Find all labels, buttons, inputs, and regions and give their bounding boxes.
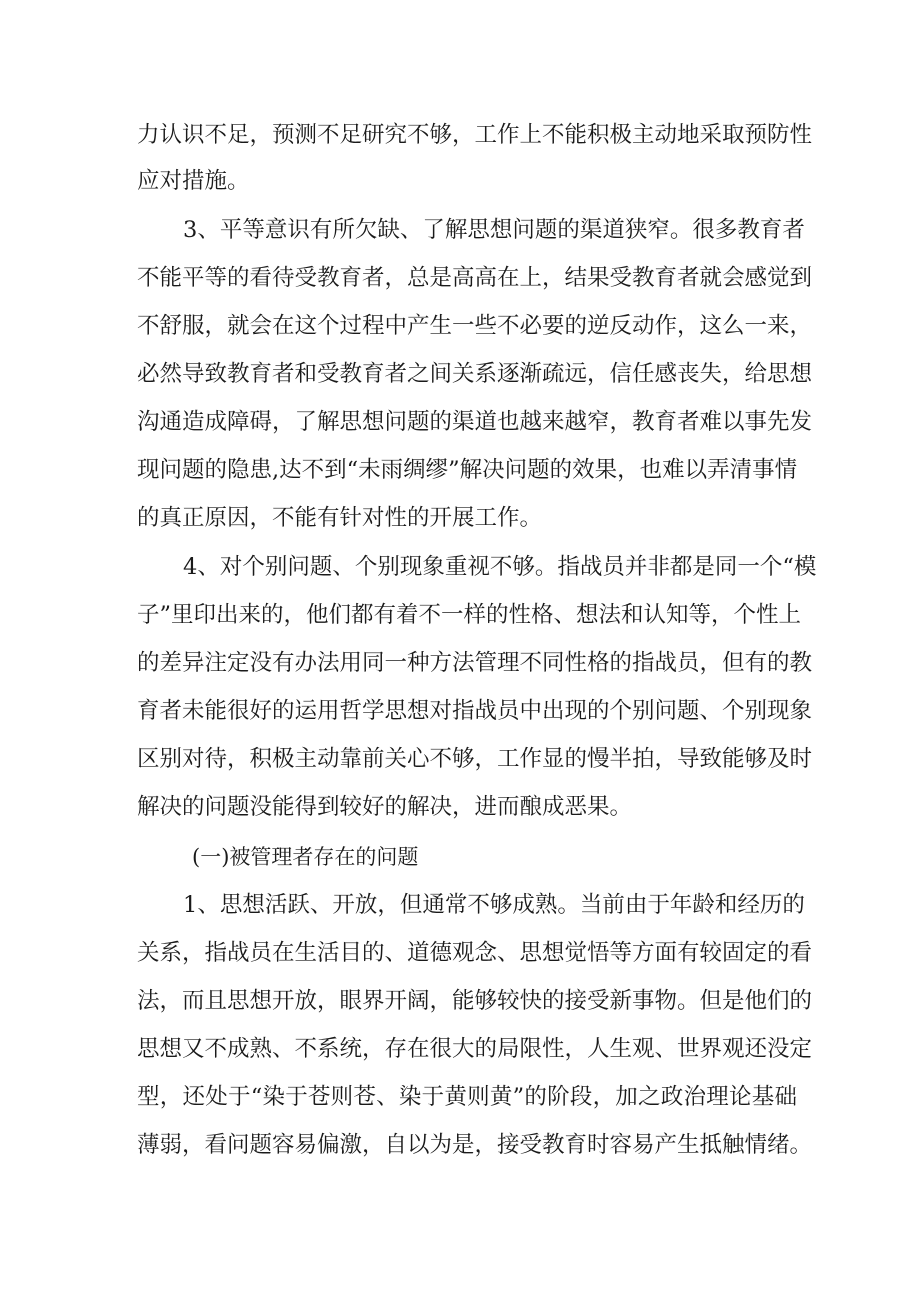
text-line: 区别对待，积极主动靠前关心不够，工作显的慢半拍，导致能够及时 — [137, 746, 813, 772]
text-line: 型，还处于“染于苍则苍、染于黄则黄”的阶段，加之政治理论基础 — [137, 1084, 797, 1110]
text-line: 现问题的隐患,达不到“未雨绸缪”解决问题的效果，也难以弄清事情 — [137, 457, 798, 483]
paragraph-first-line: 3、平等意识有所欠缺、了解思想问题的渠道狭窄。很多教育者 — [183, 217, 805, 243]
text-line: 沟通造成障碍，了解思想问题的渠道也越来越窄，教育者难以事先发 — [137, 409, 813, 435]
paragraph-first-line: 1、思想活跃、开放，但通常不够成熟。当前由于年龄和经历的 — [183, 892, 805, 918]
text-line: 子”里印出来的，他们都有着不一样的性格、想法和认知等，个性上 — [137, 602, 802, 628]
paragraph-first-line: 4、对个别问题、个别现象重视不够。指战员并非都是同一个“模 — [183, 554, 817, 580]
text-line: 解决的问题没能得到较好的解决，进而酿成恶果。 — [137, 794, 633, 820]
text-line: 关系，指战员在生活目的、道德观念、思想觉悟等方面有较固定的看 — [137, 940, 813, 966]
text-line: 薄弱，看问题容易偏激，自以为是，接受教育时容易产生抵触情绪。 — [137, 1132, 813, 1158]
text-line: 力认识不足，预测不足研究不够，工作上不能积极主动地采取预防性 — [137, 122, 813, 148]
text-line: 不舒服，就会在这个过程中产生一些不必要的逆反动作，这么一来， — [137, 313, 813, 339]
text-line: 育者未能很好的运用哲学思想对指战员中出现的个别问题、个别现象 — [137, 698, 813, 724]
section-heading: (一)被管理者存在的问题 — [192, 845, 419, 869]
text-line: 必然导致教育者和受教育者之间关系逐渐疏远，信任感丧失，给思想 — [137, 361, 813, 387]
text-line: 应对措施。 — [137, 168, 250, 194]
text-line: 的差异注定没有办法用同一种方法管理不同性格的指战员，但有的教 — [137, 650, 813, 676]
text-line: 法，而且思想开放，眼界开阔，能够较快的接受新事物。但是他们的 — [137, 988, 813, 1014]
text-line: 的真正原因，不能有针对性的开展工作。 — [137, 505, 543, 531]
text-line: 不能平等的看待受教育者，总是高高在上，结果受教育者就会感觉到 — [137, 265, 813, 291]
text-line: 思想又不成熟、不系统，存在很大的局限性，人生观、世界观还没定 — [137, 1036, 813, 1062]
